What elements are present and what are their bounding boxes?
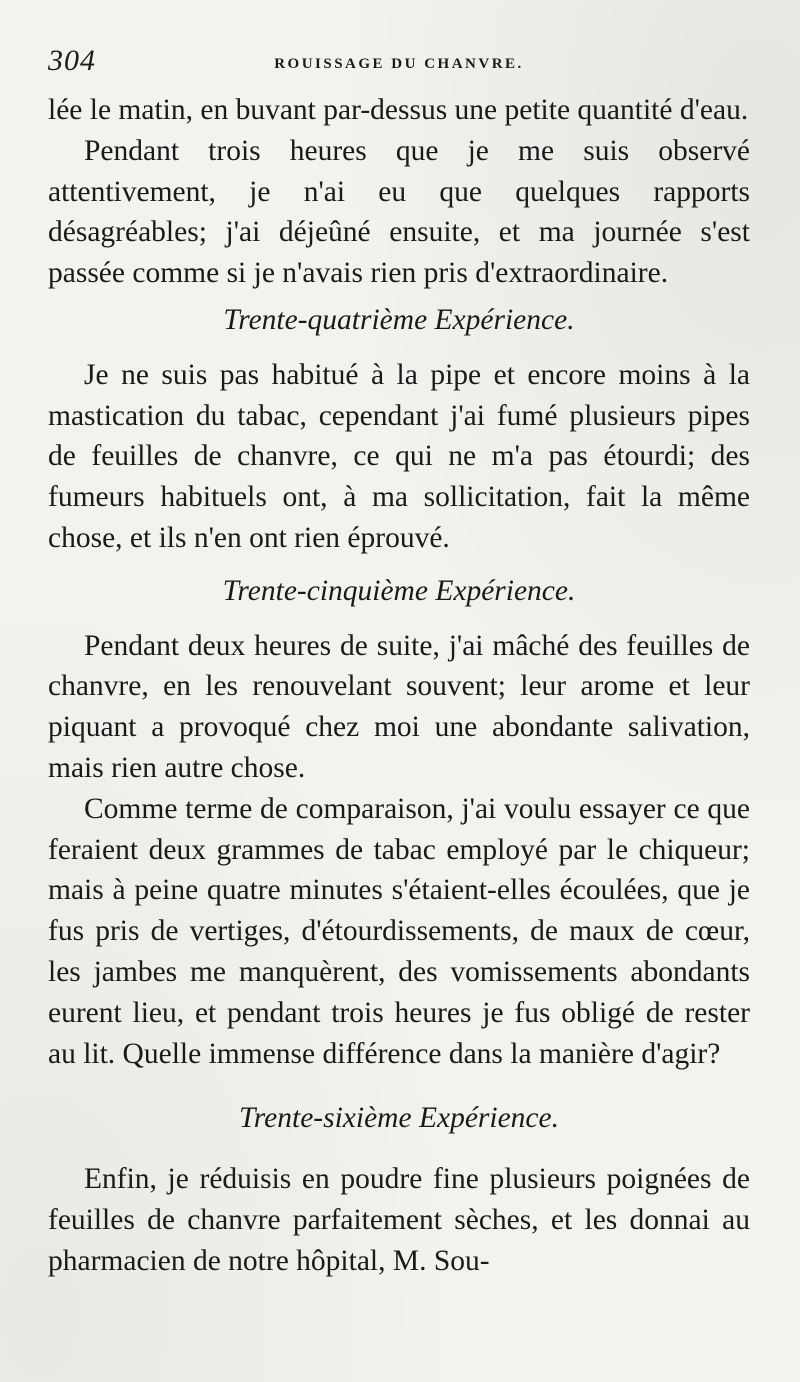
paragraph: Pendant trois heures que je me suis observé attentivement, je n'ai eu que quelques rapports désagréables; j'ai déjeûné ensuite, et ma journée s'est passée comme si je n'avais rien pris d'extraordinaire. <box>48 134 750 290</box>
section-heading-35: Trente-cinquième Expérience. <box>222 574 576 607</box>
page-body <box>48 90 750 1282</box>
paragraph-continued: lée le matin, en buvant par-dessus une petite quantité d'eau. <box>48 94 749 126</box>
page-number: 304 <box>48 44 96 77</box>
section-heading-34: Trente-quatrième Expérience. <box>223 303 575 336</box>
paragraph: Enfin, je réduisis en poudre fine plusieurs poignées de feuilles de chanvre parfaitement sèches, et les donnai au pharmacien de notre hôpital, M. Sou- <box>48 1163 750 1277</box>
paragraph: Pendant deux heures de suite, j'ai mâché des feuilles de chanvre, en les renouvelant souvent; leur arome et leur piquant a provoqué chez moi une abondante salivation, mais rien autre chose. <box>48 629 750 784</box>
page-header <box>48 40 750 90</box>
paragraph: Je ne suis pas habitué à la pipe et encore moins à la mastication du tabac, cependant j'ai fumé plusieurs pipes de feuilles de chanvre, ce qui ne m'a pas étourdi; des fumeurs habituels ont, à ma sollicitation, fait la même chose, et ils n'en ont rien éprouvé. <box>48 358 750 554</box>
running-head: ROUISSAGE DU CHANVRE. <box>274 56 524 72</box>
section-heading-36: Trente-sixième Expérience. <box>239 1102 559 1135</box>
paragraph: Comme terme de comparaison, j'ai voulu essayer ce que feraient deux grammes de tabac employé par le chiqueur; mais à peine quatre minutes s'étaient-elles écoulées, que je fus pris de vertiges, d'étourdissements, de maux de cœur, les jambes me manquèrent, des vomissements abondants eurent lieu, et pendant trois heures je fus obligé de rester au lit. Quelle immense différence dans la manière d'agir? <box>48 792 750 1070</box>
